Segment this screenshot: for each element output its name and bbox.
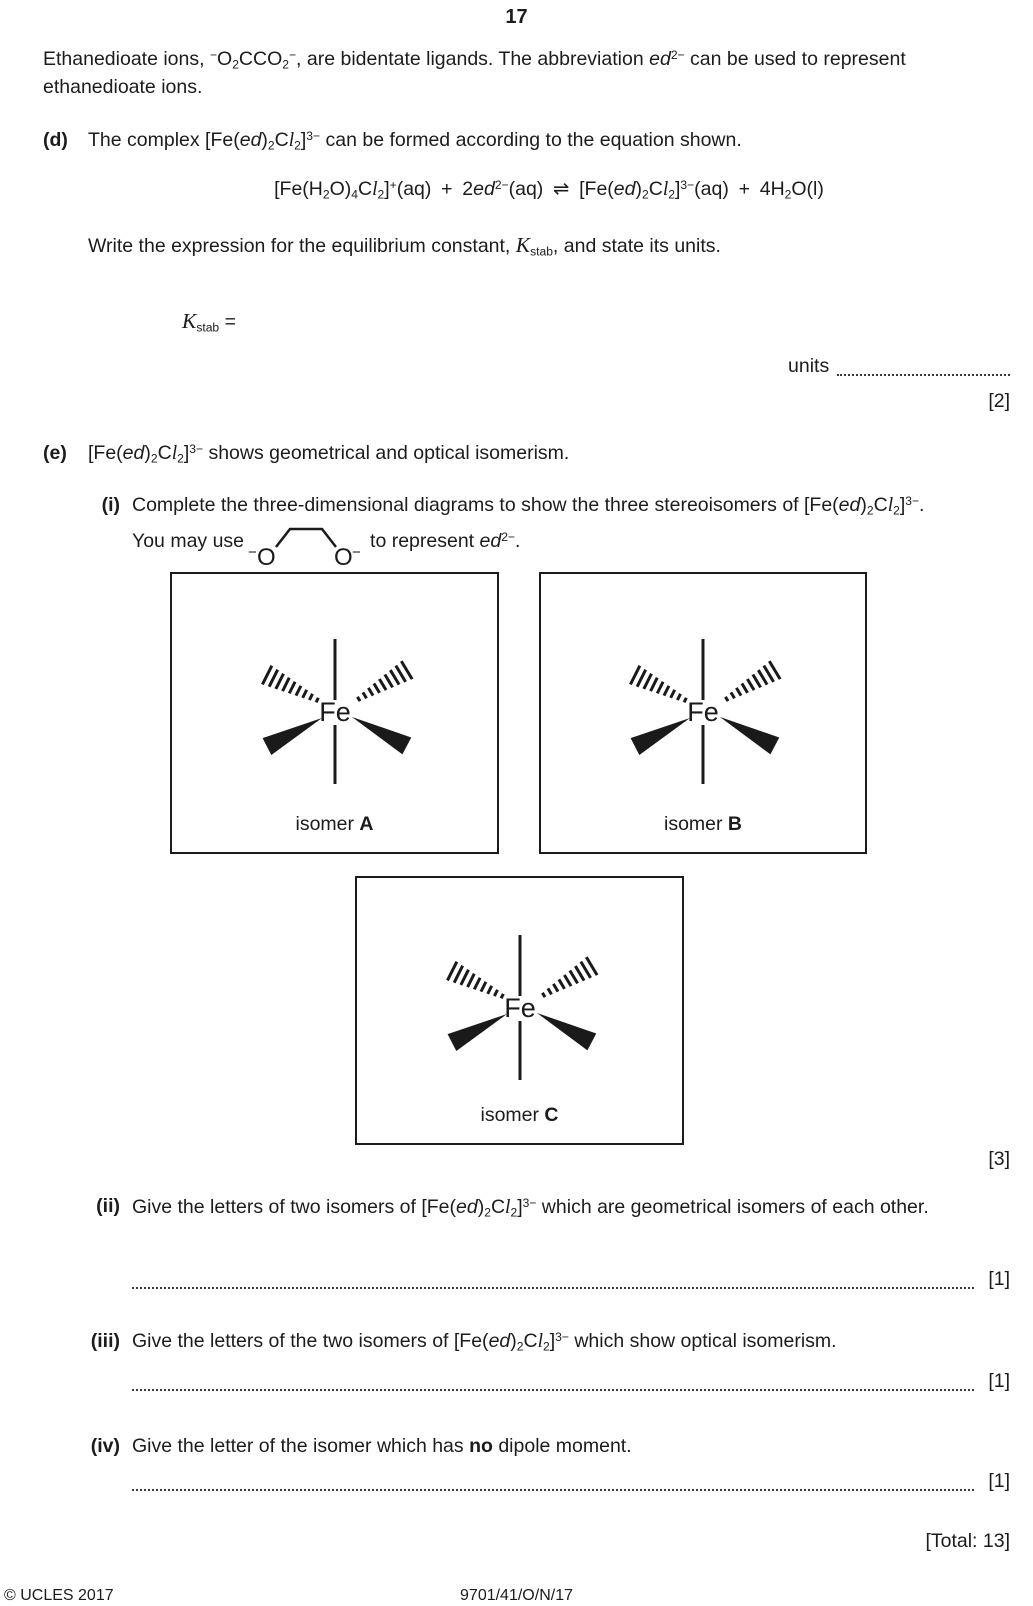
- ligand-backbone: [276, 529, 336, 547]
- ligand-hint-prefix: You may use: [132, 530, 245, 553]
- answer-line-ii[interactable]: [132, 1270, 1010, 1294]
- isomer-c-caption: isomer C: [480, 1104, 559, 1127]
- answer-dotted-line[interactable]: [132, 1489, 974, 1491]
- page-number: 17: [505, 6, 528, 28]
- part-e-i-text: Complete the three-dimensional diagrams to show the three stereoisomers of $[Fe(ed)_2Cl_2]^{3-}$.: [132, 493, 925, 518]
- part-e-ii-label: (ii): [96, 1195, 120, 1217]
- footer-paper-code: 9701/41/O/N/17: [460, 1587, 573, 1604]
- isomer-box-b[interactable]: [539, 572, 867, 854]
- part-e-i-label: (i): [101, 494, 120, 516]
- total-marks: [Total: 13]: [925, 1530, 1010, 1552]
- part-e-intro: $[Fe(ed)_2Cl_2]^{3-}$ shows geometrical and optical isomerism.: [88, 441, 570, 466]
- ligand-minus-right: −: [352, 544, 361, 561]
- intro-paragraph: Ethanedioate ions, $^-O_2CCO_2^-$, are bidentate ligands. The abbreviation $ed^{2-}$ can be used to represent ethanedioate ions.: [43, 47, 906, 98]
- isomer-box-c[interactable]: [355, 876, 684, 1145]
- central-atom-label: Fe: [318, 697, 351, 727]
- equilibrium-equation: $[Fe(H_2O)_4Cl_2]^+(aq)$ + $2ed^{2-}(aq)$ ⇌ $[Fe(ed)_2Cl_2]^{3-}(aq)$ + $4H_2O(l)$: [274, 177, 824, 202]
- part-e-ii-marks: [1]: [988, 1268, 1010, 1291]
- part-e-iii-marks: [1]: [988, 1370, 1010, 1393]
- units-label: units: [788, 355, 830, 378]
- part-d-marks: [2]: [988, 390, 1010, 412]
- central-atom-label: Fe: [687, 697, 719, 727]
- answer-line-iv[interactable]: [132, 1472, 1010, 1496]
- isomer-a-caption: isomer A: [295, 813, 374, 836]
- isomer-box-a[interactable]: [170, 572, 499, 854]
- part-d-instruction: Write the expression for the equilibrium constant, $K_{stab}$, and state its units.: [88, 233, 721, 259]
- central-atom-label: Fe: [503, 993, 536, 1023]
- part-e-iii-label: (iii): [90, 1330, 120, 1352]
- isomer-b-caption: isomer B: [663, 813, 743, 836]
- part-d-intro: The complex $[Fe(ed)_2Cl_2]^{3-}$ can be formed according to the equation shown.: [88, 128, 742, 153]
- octahedral-skeleton-b: [603, 626, 803, 801]
- octahedral-skeleton-a: [235, 626, 435, 801]
- ed-ligand-glyph: [248, 519, 366, 569]
- part-e-ii-text: Give the letters of two isomers of $[Fe(ed)_2Cl_2]^{3-}$ which are geometrical isomers of each other.: [132, 1195, 929, 1220]
- ligand-hint-line: [132, 519, 520, 569]
- ligand-minus-left: −: [248, 544, 257, 561]
- part-e-iv-marks: [1]: [988, 1470, 1010, 1493]
- answer-dotted-line[interactable]: [132, 1287, 974, 1289]
- answer-dotted-line[interactable]: [132, 1389, 974, 1391]
- ligand-oxygen-right: O: [334, 544, 353, 569]
- part-e-iv-label: (iv): [90, 1435, 120, 1457]
- kstab-expression-label: $K_{stab}$ =: [182, 309, 236, 335]
- units-dotted-line[interactable]: [837, 374, 1010, 376]
- footer-copyright: © UCLES 2017: [4, 1587, 114, 1604]
- ligand-oxygen-left: O: [257, 544, 276, 569]
- answer-line-iii[interactable]: [132, 1372, 1010, 1396]
- part-e-iii-text: Give the letters of the two isomers of $[Fe(ed)_2Cl_2]^{3-}$ which show optical isomerism.: [132, 1329, 837, 1354]
- part-d-label: (d): [43, 129, 68, 151]
- part-e-i-marks: [3]: [988, 1148, 1010, 1170]
- part-e-label: (e): [43, 442, 67, 464]
- part-e-iv-text: Give the letter of the isomer which has no dipole moment.: [132, 1435, 632, 1457]
- units-answer-line[interactable]: [788, 357, 1010, 381]
- octahedral-skeleton-c: [420, 922, 620, 1097]
- ligand-hint-suffix: to represent $ed^{2-}$.: [370, 530, 521, 553]
